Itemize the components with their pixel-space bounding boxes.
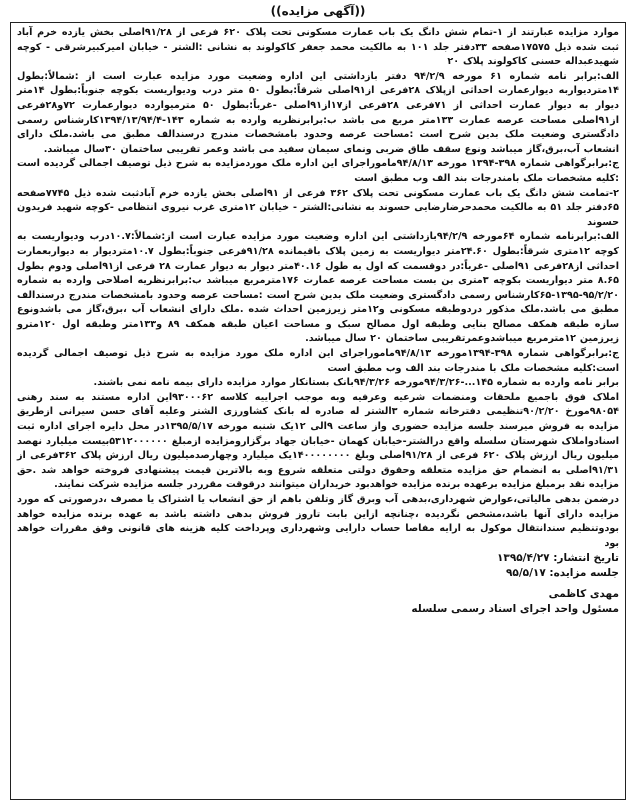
paragraph-insurance: برابر نامه وارده به شماره ۱۴۵...-۹۴/۳/۲۶مورخه ۹۴/۳/۲۶بانک بستانکار موارد مزایده دارای بیمه نامه نمی باشند. — [93, 377, 619, 389]
paragraph-property-1: موارد مزایده عبارتند از ۱-تمام شش دانگ یک باب عمارت مسکونی تحت پلاک ۶۲۰ فرعی از ۹۱/۲۸اصلی بخش یازده خرم آباد ثبت شده ذیل ۱۷۵۷۵صفحه ۳۳دفتر جلد ۱۰۱ به مالکیت محمد جعفر کاکولوند به نشانی :الشتر - خیابان امیرکبیرشرقی - کوچه شهیدعبداله حسنی کاکولوند پلاک ۲۰ — [17, 27, 619, 68]
paragraph-property-1-c: ج:برابرگواهی شماره ۳۹۸-۱۳۹۴ مورخه ۹۴/۸/۱۳ماموراجرای این اداره ملک موردمزایده به شرح ذیل توصیف اجمالی گردیده است :کلیه مشخصات ملک بامندرجات بند الف وب مطبق است — [17, 158, 619, 184]
publish-date: تاریخ انتشار: ۱۳۹۵/۴/۲۷ — [497, 552, 619, 565]
paragraph-property-2-a: الف:برابرنامه شماره ۶۴مورخه ۹۴/۲/۹بازداشتی این اداره وضعیت مورد مزایده عبارت است از:شمالاً:۱۰.۷درب وديواریست به کوچه ۱۲متری شرقاً:بطول ۲۴.۶۰متر دیواریست به زمین پلاک باقیمانده ۹۱/۲۸فرعی جنوباً:بطول ۱۰.۷متردیوار به دیواربعمارت احداثی از۲۸فرعی ۹۱اصلی -غرباً:در دوقسمت که اول به طول ۴۰.۱۶متر دیوار به دیوار عمارت ۲۸ فرعی از۹۱اصلی ودوم بطول ۸.۶۵ متر ديواریست بکوچه ۳متری بن بست مساحت عرصه عمارت ۱۷۶مترمربع میباشد ب:برابرنظریه اصلاحی وارده به شماره ۹۵/۲/۲۰-۱۳۹۵-۶۵کارشناس رسمی دادگستری وضعیت ملک بدین شرح است :مساحت عرصه وحدود بامشخصات مندرج درسندالف مطبق می باشد.ملک مذکور دردوطبقه مسکونی و۱۲متر زیرزمین احداث شده .ملک دارای انشعاب آب ،برق،گاز می باشدونوع سازه طبقه همکف مصالح بنایی وطبقه اول مصالح سبک و مساحت اعیان طبقه همکف ۸۹ و۱۳۳متر وطبقه اول ۱۲۰مترو زیرزمین ۱۲مترمربع میباشدوعمرتقریبی ساختمان ۲۰ سال میباشد. — [17, 231, 620, 345]
paragraph-property-2: ۲-تمامت شش دانگ یک باب عمارت مسکونی تحت پلاک ۳۶۲ فرعی از ۹۱اصلی بخش یازده خرم آبادثبت شده ذیل ۷۷۴۵صفحه ۶۵دفتر جلد ۵۱ به مالکیت محمدحرضارضایی حسوند به نشانی:الشتر - خیابان ۱۲متری غرب نیروی انتظامی -کوچه شهید فریدون حسوند — [17, 187, 620, 228]
notice-title: ((آگهی مزایده)) — [270, 4, 366, 18]
paragraph-property-1-a: الف:برابر نامه شماره ۶۱ مورخه ۹۴/۲/۹ دفتر بازداشتی این اداره وضعیت مورد مزایده عبارت است از :شمالاً:بطول ۱۴متردیواربه دیوارعمارت احداثی ازپلاک ۲۸فرعی از۹۱اصلی شرقاً:بطول ۵۰ متر درب ودیواریست بکوچه جنوباً:بطول ۱۴متر دیوار به دیوار عمارت احداثی از ۷۱فرعی ۲۸فرعی از۱۷از۹۱اصلی -غرباً:بطول ۵۰ مترمیوارده دیوارعمارت ۷۲و۲۸فرعی از۹۱اصلی مساحت عرصه عمارت ۱۳۳متر مربع می باشد ب:برابرنظریه وارده به شماره ۱۴۳-۱۳۹۴/۱۳/۹۴/۴کارشناس رسمی دادگستری وضعیت ملک بدین شرح است :مساحت عرصه وحدود بامشخصات مندرج درسندالف مطبق می باشد.ملک دارای انشعاب آب،برق،گاز میباشد ونوع سقف طاق ضربی ونمای سیمان سفید می باشد وعمر تقریبی ساختمان ۳۰سال میباشد. — [17, 70, 619, 155]
notice-box — [10, 22, 626, 800]
paragraph-auction-terms: املاک فوق باجمیع ملحقات ومنضمات شرعیه وعرفیه وبه موجب اجراییه کلاسه ۹۳۰۰۰۶۲این اداره مستند به سند رهنی ۹۸۰۵۴مورخ ۹۰/۲/۲۰تنظیمی دفترخانه شماره ۳الشتر له صادره له بانک کشاورزی الشتر وعلیه آقای حسن سیرانی ازطریق مزایده به فروش میرسند جلسه مزایده حضوری واز ساعت ۹الی ۱۲یک شنبه مورخه ۱۳۹۵/۵/۱۷در محل دایره اجرای اداره ثبت اسنادواملاک شهرستان سلسله واقع درالشتر-خیابان کهمان -خیابان جهاد برگزارومزایده ازمبلغ ۵۳۱۲۰۰۰۰۰۰بیست میلیارد نهصد میلیون ریال ارزش پلاک ۶۲۰ فرعی از ۹۱/۲۸اصلی وبلغ ۱۴۰۰۰۰۰۰۰۰یک میلیارد وچهارصدمیلیون ریال ارزش پلاک ۳۶۲فرعی از ۹۱/۳۱اصلی به انضمام حق مزایده متعلقه وحقوق دولتی متعلقه شروع وبه بالاترین قیمت پیشنهادی فروخته خواهد شد .حق مزایده نقد برمبلغ مزایده برعهده برنده مزایده خواهدبود خریداران میتوانند درقوقت مقرردر جلسه مزایده شرکت نمایند. — [17, 391, 620, 491]
session-date: جلسه مزایده: ۹۵/۵/۱۷ — [506, 567, 619, 580]
paragraph-debts: درضمن بدهی مالیاتی،عوارض شهرداری،بدهی آب وبرق گاز وتلفن باهم از حق انشعاب یا اشتراک یا مصرف ،درصورتی که مورد مزایده دارای آنها باشد،مشخص نگردیده ،چنانچه ازاین بابت تاروز فروش بدهی داشته باشد به عهده برنده مزایده خواهد بودوتنظیم سندانتقال موکول به ارایه مفاصا حساب دارایی وشهرداری وپرداخت کلیه هزینه های قانونی وفق مقررات خواهد بود — [17, 494, 619, 549]
signer-name: مهدی کاظمی — [548, 588, 619, 601]
paragraph-property-2-c: ج:برابرگواهی شماره ۳۹۸-۱۳۹۴مورخه ۹۴/۸/۱۳ماموراجرای این اداره ملک مورد مزایده به شرح ذیل توصیف اجمالی گردیده است:کلیه مشخصات ملک با مندرجات بند الف وب مطبق است — [17, 348, 620, 374]
signer-title: مسئول واحد اجرای اسناد رسمی سلسله — [411, 603, 619, 616]
